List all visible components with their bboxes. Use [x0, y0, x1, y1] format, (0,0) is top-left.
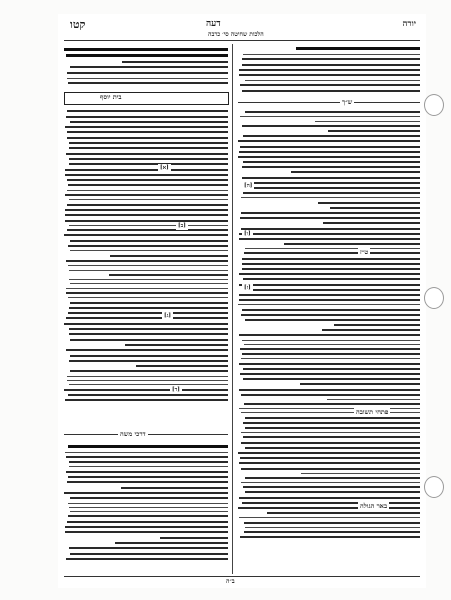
- text-line: [243, 378, 420, 380]
- text-line: [70, 497, 228, 499]
- text-line: [241, 314, 420, 316]
- text-line: [66, 558, 228, 560]
- text-line: [243, 278, 420, 280]
- text-line: [68, 297, 228, 298]
- text-line: [239, 284, 420, 286]
- text-line: [243, 192, 420, 194]
- text-line: [240, 457, 420, 459]
- text-line: [67, 179, 228, 181]
- text-line: [330, 207, 420, 209]
- text-line: [323, 222, 420, 224]
- text-line: [245, 447, 420, 449]
- text-line: [242, 166, 420, 168]
- text-line: [69, 158, 228, 160]
- text-line: [68, 265, 228, 266]
- text-line: [244, 522, 420, 524]
- text-line: [301, 473, 420, 474]
- text-line: [284, 243, 420, 245]
- text-line: [242, 177, 420, 179]
- text-line: [66, 54, 228, 57]
- text-line: [67, 190, 228, 191]
- running-head-subtitle: הלכות שחיטה סי׳ כרבה: [208, 31, 264, 38]
- text-line: [242, 258, 420, 260]
- footer-rule: [64, 576, 420, 577]
- text-line: [65, 399, 228, 401]
- text-line: [66, 260, 228, 262]
- text-line: [69, 142, 228, 144]
- text-line: [66, 471, 228, 473]
- text-line: [69, 307, 228, 309]
- left-paragraph-marker-1: [א]: [160, 165, 169, 171]
- text-line: [69, 270, 228, 271]
- text-line: [69, 147, 228, 149]
- text-line: [69, 507, 228, 508]
- text-line: [315, 121, 420, 122]
- punch-hole-bottom: [424, 476, 444, 498]
- text-line: [244, 531, 420, 533]
- text-line: [243, 161, 420, 163]
- text-line: [242, 58, 420, 60]
- text-line: [300, 383, 420, 385]
- text-line: [241, 432, 420, 433]
- text-line: [241, 212, 420, 214]
- right-paragraph-marker-2: [ו]: [244, 231, 251, 237]
- text-line: [65, 214, 228, 216]
- text-line: [67, 380, 228, 381]
- text-line: [69, 279, 228, 280]
- text-line: [70, 355, 228, 357]
- text-line: [240, 116, 420, 117]
- left-column-top-block: [64, 44, 228, 88]
- text-line: [245, 111, 420, 113]
- text-line: [322, 329, 420, 331]
- text-line: [240, 373, 420, 375]
- text-line: [243, 135, 420, 137]
- text-line: [244, 344, 420, 345]
- text-line: [67, 376, 228, 377]
- right-section-label-2: ט״ז: [360, 248, 369, 256]
- text-line: [68, 184, 228, 186]
- text-line: [243, 289, 420, 291]
- text-line: [64, 48, 228, 51]
- text-line: [245, 477, 420, 479]
- text-line: [245, 491, 420, 493]
- text-line: [68, 515, 228, 517]
- text-line: [136, 365, 228, 367]
- text-line: [69, 328, 228, 330]
- text-line: [67, 521, 228, 523]
- text-line: [242, 263, 420, 265]
- text-line: [243, 182, 420, 184]
- text-line: [121, 487, 228, 489]
- text-line: [243, 486, 420, 488]
- text-line: [67, 78, 228, 79]
- text-line: [318, 202, 420, 204]
- text-line: [242, 90, 420, 92]
- text-line: [239, 238, 420, 240]
- text-line: [239, 517, 420, 518]
- text-line: [67, 72, 228, 74]
- running-head-center: דעה: [206, 19, 221, 29]
- text-line: [70, 240, 228, 242]
- text-line: [68, 503, 228, 504]
- text-line: [70, 250, 228, 251]
- text-line: [240, 84, 420, 86]
- text-line: [66, 153, 228, 155]
- text-line: [243, 54, 420, 55]
- text-line: [70, 339, 228, 341]
- text-line: [243, 368, 420, 370]
- text-line: [239, 151, 420, 153]
- text-line: [241, 412, 420, 413]
- text-line: [244, 403, 420, 405]
- text-line: [69, 466, 228, 467]
- text-line: [239, 69, 420, 71]
- text-line: [239, 497, 420, 499]
- text-line: [241, 358, 420, 359]
- text-line: [245, 417, 420, 419]
- text-line: [240, 217, 420, 219]
- text-line: [242, 268, 420, 270]
- text-line: [70, 66, 228, 68]
- text-line: [66, 288, 228, 289]
- text-line: [245, 319, 420, 321]
- text-line: [110, 255, 228, 257]
- text-line: [68, 312, 228, 314]
- text-line: [65, 126, 228, 128]
- running-head-section: יורה: [402, 19, 416, 29]
- text-line: [240, 348, 420, 350]
- right-paragraph-marker-1: [ה]: [244, 183, 253, 189]
- text-line: [65, 220, 228, 222]
- text-line: [327, 399, 420, 400]
- text-line: [243, 436, 420, 438]
- text-line: [242, 340, 420, 341]
- text-line: [69, 384, 228, 385]
- header-rule: [64, 40, 420, 41]
- text-line: [64, 389, 228, 391]
- running-head-page-number: קטו: [70, 18, 86, 31]
- left-lower-section-label: דרכי משה: [120, 430, 146, 438]
- text-line: [69, 461, 228, 463]
- text-line: [64, 492, 228, 494]
- text-line: [296, 47, 420, 50]
- text-line: [69, 333, 228, 335]
- text-line: [240, 146, 420, 148]
- text-line: [66, 116, 228, 118]
- right-section-label-3: פתחי תשובה: [356, 408, 389, 416]
- text-line: [70, 370, 228, 372]
- text-line: [65, 452, 228, 453]
- left-paragraph-marker-2: [ב]: [178, 223, 186, 229]
- text-line: [241, 394, 420, 396]
- text-line: [68, 82, 228, 84]
- right-column-top-block: [238, 44, 420, 100]
- text-line: [245, 248, 420, 249]
- text-line: [239, 299, 420, 301]
- text-line: [66, 349, 228, 351]
- text-line: [240, 536, 420, 538]
- right-upper-rule: [238, 102, 420, 103]
- left-column-heading: בית יוסף: [100, 93, 122, 101]
- text-line: [65, 169, 229, 171]
- text-line: [68, 394, 228, 396]
- text-line: [66, 317, 228, 319]
- text-line: [242, 353, 420, 355]
- text-line: [239, 294, 420, 296]
- text-line: [245, 527, 420, 528]
- text-line: [115, 542, 228, 544]
- text-line: [241, 228, 420, 230]
- left-paragraph-marker-3: [ג]: [164, 313, 172, 319]
- text-line: [70, 302, 228, 304]
- text-line: [238, 304, 420, 305]
- text-line: [67, 131, 228, 133]
- text-line: [241, 442, 420, 444]
- text-line: [65, 174, 229, 176]
- text-line: [66, 456, 228, 458]
- text-line: [244, 252, 420, 254]
- text-line: [69, 360, 228, 362]
- text-line: [241, 482, 420, 483]
- text-line: [242, 187, 420, 189]
- text-line: [243, 422, 420, 424]
- text-line: [238, 140, 420, 142]
- text-line: [67, 229, 228, 231]
- text-line: [239, 334, 420, 336]
- text-line: [67, 204, 228, 206]
- text-line: [68, 445, 228, 448]
- text-line: [241, 468, 420, 470]
- text-line: [242, 125, 420, 127]
- text-line: [239, 408, 420, 409]
- text-line: [70, 553, 228, 555]
- text-line: [109, 274, 228, 276]
- text-line: [241, 197, 420, 198]
- text-line: [334, 324, 420, 326]
- text-line: [267, 512, 420, 514]
- text-line: [239, 233, 420, 235]
- text-line: [291, 171, 420, 173]
- text-line: [64, 323, 228, 325]
- text-line: [239, 462, 420, 464]
- text-line: [238, 156, 420, 158]
- text-line: [64, 234, 228, 236]
- text-line: [65, 209, 228, 211]
- text-line: [67, 137, 228, 139]
- text-line: [68, 245, 228, 247]
- right-paragraph-marker-3: [ז]: [244, 285, 251, 291]
- text-line: [160, 537, 228, 539]
- text-line: [66, 292, 228, 294]
- left-column-lower-commentary: [64, 442, 228, 572]
- text-line: [242, 502, 420, 504]
- footer-note: ב״ה: [226, 578, 235, 585]
- text-line: [328, 130, 420, 132]
- text-line: [67, 110, 228, 112]
- text-line: [125, 344, 228, 346]
- text-line: [239, 389, 420, 391]
- book-leaf: [58, 14, 426, 588]
- punch-hole-top: [424, 94, 444, 116]
- text-line: [69, 547, 228, 549]
- text-line: [70, 283, 228, 284]
- text-line: [239, 363, 420, 365]
- text-line: [67, 481, 228, 483]
- punch-hole-middle: [424, 287, 444, 309]
- text-line: [65, 194, 228, 196]
- right-section-label-4: באר הגולה: [360, 502, 388, 510]
- text-line: [238, 452, 420, 454]
- text-line: [69, 163, 228, 165]
- text-line: [245, 80, 420, 81]
- text-line: [239, 74, 420, 76]
- text-line: [69, 225, 228, 226]
- text-line: [70, 121, 228, 123]
- text-line: [65, 526, 228, 528]
- text-line: [238, 507, 420, 509]
- right-section-label-1: ש״ך: [342, 98, 353, 106]
- left-column-heading-box: [64, 92, 229, 105]
- text-line: [69, 199, 228, 200]
- right-column-body: [238, 108, 420, 578]
- text-line: [68, 476, 228, 478]
- text-line: [242, 64, 420, 66]
- text-line: [122, 61, 228, 63]
- text-line: [70, 511, 228, 512]
- column-divider: [232, 44, 233, 574]
- text-line: [242, 309, 420, 311]
- text-line: [239, 273, 420, 275]
- left-column-body: [64, 107, 228, 429]
- left-paragraph-marker-4: [ד]: [172, 387, 180, 393]
- text-line: [65, 531, 229, 533]
- text-line: [245, 427, 420, 429]
